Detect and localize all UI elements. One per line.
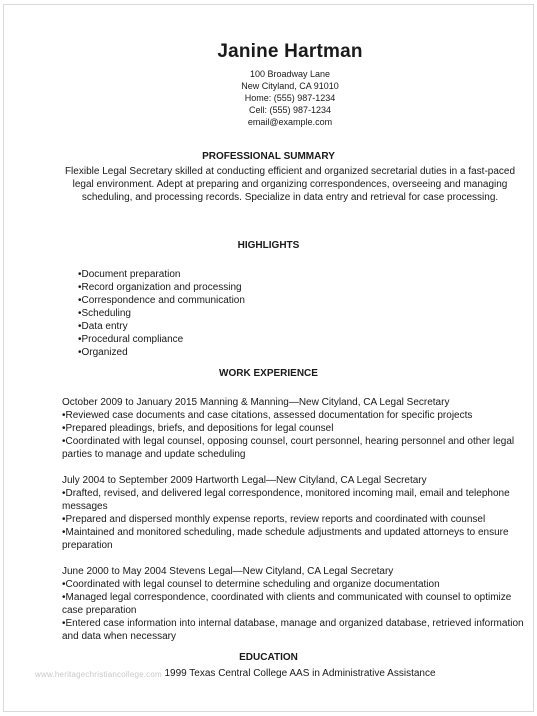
job-bullet: •Prepared pleadings, briefs, and depositions for legal counsel — [62, 423, 334, 434]
job-entry — [62, 396, 528, 461]
home-phone: Home: (555) 987-1234 — [244, 93, 336, 103]
highlight-item: •Scheduling — [78, 308, 131, 319]
job-heading: June 2000 to May 2004 Stevens Legal—New Cityland, CA Legal Secretary — [62, 566, 394, 577]
email-address: email@example.com — [247, 117, 333, 127]
job-bullet: •Entered case information into internal database, manage and organized database, retrieved information and data when necessary — [62, 618, 524, 642]
job-bullet: •Maintained and monitored scheduling, made schedule adjustments and updated attorneys to ensure preparation — [62, 527, 509, 551]
job-bullet: •Prepared and dispersed monthly expense reports, review reports and coordinated with counsel — [62, 514, 486, 525]
job-bullet: •Managed legal correspondence, coordinated with clients and communicated with counsel to optimize case preparation — [62, 592, 512, 616]
job-bullet: •Reviewed case documents and case citations, assessed documentation for specific projects — [62, 410, 473, 421]
highlight-item: •Correspondence and communication — [78, 295, 245, 306]
address-line1: 100 Broadway Lane — [249, 69, 331, 79]
highlights-list — [78, 268, 378, 359]
summary-text: Flexible Legal Secretary skilled at conducting efficient and organized secretarial duties in a fast-paced legal environment. Adept at preparing and organizing correspondences, overseeing and managing scheduling, and processing records. Specialize in data entry and retrieval for case processing. — [64, 166, 516, 203]
highlight-item: •Record organization and processing — [78, 282, 242, 293]
highlight-item: •Document preparation — [78, 269, 181, 280]
resume-name: Janine Hartman — [217, 41, 363, 62]
job-bullet: •Coordinated with legal counsel to determine scheduling and organize documentation — [62, 579, 440, 590]
watermark-text: www.heritagechristiancollege.com — [35, 670, 162, 679]
education-title: EDUCATION — [239, 652, 298, 663]
address-line2: New Cityland, CA 91010 — [241, 81, 339, 91]
highlight-item: •Data entry — [78, 321, 128, 332]
experience-title: WORK EXPERIENCE — [219, 368, 318, 379]
job-entry — [62, 474, 528, 552]
contact-block — [0, 68, 537, 128]
job-bullet: •Coordinated with legal counsel, opposing counsel, court personnel, hearing personnel and other legal parties to manage and update scheduling — [62, 436, 515, 460]
job-heading: July 2004 to September 2009 Hartworth Legal—New Cityland, CA Legal Secretary — [62, 475, 427, 486]
cell-phone: Cell: (555) 987-1234 — [248, 105, 332, 115]
job-heading: October 2009 to January 2015 Manning & Manning—New Cityland, CA Legal Secretary — [62, 397, 450, 408]
highlight-item: •Organized — [78, 347, 128, 358]
summary-title: PROFESSIONAL SUMMARY — [202, 151, 335, 162]
education-entry: 1999 Texas Central College AAS in Administrative Assistance — [164, 668, 436, 679]
job-entry — [62, 565, 528, 643]
highlights-title: HIGHLIGHTS — [237, 240, 300, 251]
job-bullet: •Drafted, revised, and delivered legal correspondence, monitored incoming mail, email and telephone messages — [62, 488, 510, 512]
highlight-item: •Procedural compliance — [78, 334, 184, 345]
